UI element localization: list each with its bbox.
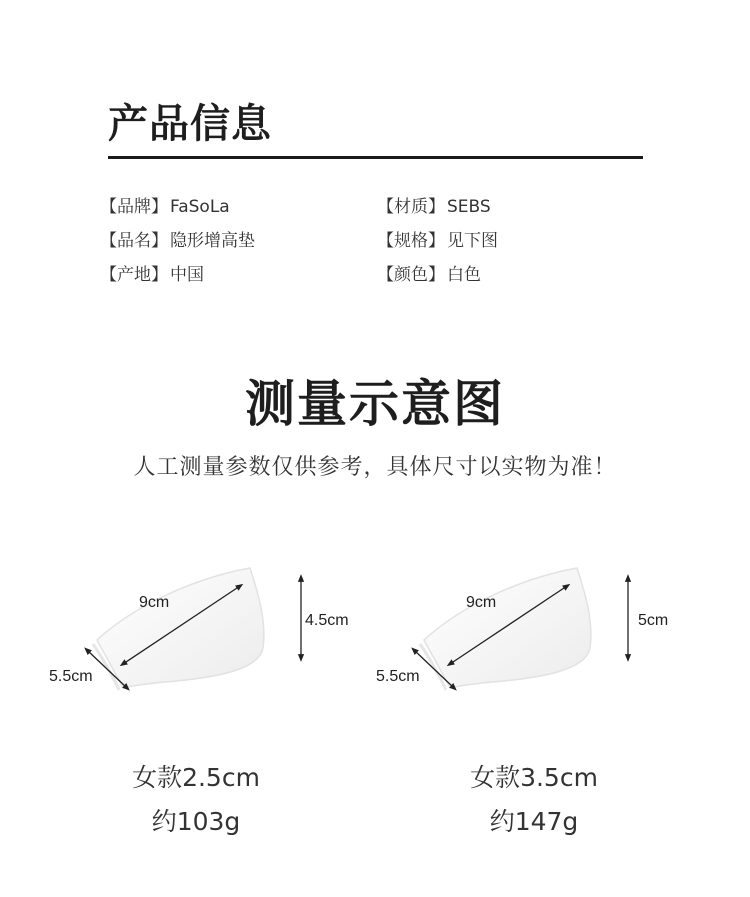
insole-2-weight: 约147g	[489, 807, 579, 836]
insole-1-length-label: 9cm	[139, 594, 170, 611]
insole-2-model: 女款3.5cm	[470, 763, 598, 792]
spec-size-key: 【规格】	[377, 231, 445, 251]
spec-brand-value: FaSoLa	[170, 197, 230, 217]
spec-color	[377, 260, 481, 285]
spec-size	[377, 226, 498, 251]
spec-origin	[100, 260, 204, 285]
title-divider	[108, 156, 643, 159]
spec-material	[377, 192, 491, 217]
product-info-title: 产品信息	[108, 101, 272, 147]
insole-2-width-label: 5.5cm	[376, 668, 420, 685]
insole-1-weight: 约103g	[151, 807, 241, 836]
spec-product-name	[100, 226, 255, 251]
spec-color-value: 白色	[447, 265, 481, 285]
spec-brand-key: 【品牌】	[100, 197, 168, 217]
insole-image-1	[45, 560, 345, 710]
measurement-notice: 人工测量参数仅供参考，具体尺寸以实物为准！	[133, 455, 617, 480]
spec-size-value: 见下图	[447, 231, 498, 251]
spec-product-name-value: 隐形增高垫	[170, 231, 255, 251]
insole-1-width-label: 5.5cm	[49, 668, 93, 685]
insole-diagram-2	[372, 560, 672, 710]
insole-image-2	[372, 560, 672, 710]
spec-brand	[100, 192, 230, 217]
spec-origin-key: 【产地】	[100, 265, 168, 285]
insole-1-model: 女款2.5cm	[132, 763, 260, 792]
spec-material-key: 【材质】	[377, 197, 445, 217]
spec-color-key: 【颜色】	[377, 265, 445, 285]
insole-diagram-1	[45, 560, 349, 710]
measurement-title: 测量示意图	[245, 375, 505, 433]
insole-2-length-label: 9cm	[466, 594, 497, 611]
spec-material-value: SEBS	[447, 197, 491, 217]
insole-1-height-label: 4.5cm	[305, 612, 349, 629]
insole-2-height-label: 5cm	[638, 612, 669, 629]
spec-product-name-key: 【品名】	[100, 231, 168, 251]
spec-origin-value: 中国	[170, 265, 204, 285]
